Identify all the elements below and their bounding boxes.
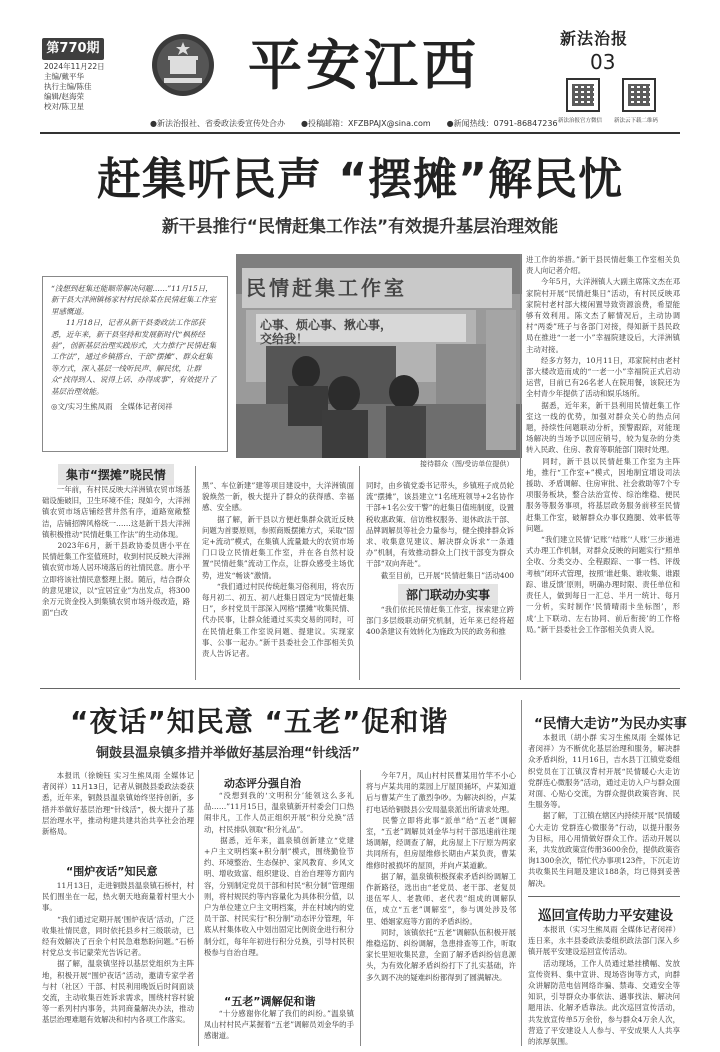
article2-sec1 — [66, 860, 157, 879]
article2-sec2 — [224, 772, 301, 791]
photo-slogan2: 交给我！ — [260, 332, 309, 346]
issue-date: 2024年11月22日 — [44, 62, 105, 71]
photo-caption: 接待群众（图/受访单位提供） — [420, 460, 514, 468]
col-divider — [360, 770, 361, 1046]
masthead-title: 平安江西 — [248, 33, 480, 97]
section-title-market — [58, 464, 174, 485]
editor-chief: 主编/戴平华 — [44, 72, 85, 81]
app-qr-code — [622, 78, 656, 112]
national-emblem-icon — [150, 32, 216, 98]
qr2-caption: 新法云下载二维码 — [614, 118, 659, 124]
article2-byline: 本报讯（徐婉钰 实习生熊凤雨 全媒体记者闵祥）11月13日，记者从铜鼓县委政法委获悉，近年来，铜鼓县温泉镇始终坚持创新，多措并举做好基层治理“针线活”，极大提升了基层治理水平，推动构建共建共治共享社会治理新格局。 — [42, 771, 194, 837]
article1-col3b: “我们依托民情赶集工作室，探索建立跨部门多层级联动研究机制，近年来已经将超400条建议有效转化为施政为民的政务和推 — [366, 605, 514, 637]
article1-col3: 同时，由乡镇党委书记带头，乡镇班子成员轮流“摆摊”，该县建立“1名班班领导+2名协作干部+1名公安干警”的赶集日值班制度，设置税收惠政策、信访维权服务、退休政法干部、品牌调解员等社会力量参与，健全摸排群众诉求、收集意见建议、解决群众诉求“一条通办”机制，有效推动群众上门找干部变为群众干部“双向奔赴”。 截至目前，已开展“民情赶集日”活动400 — [366, 481, 514, 580]
article4-text: 本报讯（实习生熊凤雨 全媒体记者闵祥）连日来，永丰县委政法委组织政法部门深入乡镇开展平安建设巡回宣传活动。 活动现场，工作人员通过悬挂横幅、发放宣传资料、集中宣讲、现场咨询等方式，向群众讲解防范电信网络诈骗、禁毒、交通安全等知识，引导群众办事依法、遇事找法、解决问题用法、化解矛盾靠法。此次巡回宣传活动，共发放宣传单5万余份，参与群众4万余人次，营造了平安建设人人参与、平安成果人人共享的浓厚氛围。 — [528, 925, 680, 1046]
news-photo — [236, 254, 522, 458]
col-divider — [359, 466, 360, 680]
page-number: 03 — [590, 50, 616, 74]
lead-text: “浅想到赶集还能顺带解决问题……”11月15日，新干县大洋洲镇杨家村村民徐某在民情赶集工作室里感慨道。 11月18日，记者从新干县委政法工作部获悉，近年来，新干县坚持和发展新时代“枫桥经验”，创新基层治理实践形式，大力推行“民情赶集工作法”，通过乡镇搭台、干部“摆摊”、群众赶集等方式，深入基层一线听民声、解民忧，让群众“找得到人、说得上话、办得成事”，有效提升了基层治理效能。 — [51, 284, 217, 396]
col-divider — [198, 770, 199, 1046]
article2-sec3-heading: “五老”调解促和谐 — [224, 995, 316, 1008]
article3-title: “民情大走访”为民办实事 — [534, 716, 687, 732]
paper-name: 新法治报 — [560, 29, 629, 48]
issue-number: 第770期 — [42, 38, 104, 60]
article1-col4: 进工作的举措。”新干县民情赶集工作室相关负责人向记者介绍。 今年5月，大洋洲镇人大副主席陈文杰在邓家院村开展“民情赶集日”活动，有村民反映邓家院村老村部大楼闲置导致资源浪费，希望能够有效利用。陈文杰了解情况后，主动协调村“两委”班子与各部门对接，得知新干县民政局在推进“一老一小”幸福院建设后，大洋洲镇主动对接。 经多方努力，10月11日，邓家院村由老村部大楼改造而成的“一老一小”幸福院正式启动运营，目前已有26名老人在院用餐，该院还为全村青少年提供了活动和娱乐场所。 据悉，近年来，新干县利用民情赶集工作室这一线的优势，加强对群众关心的热点问题，持续性问题联动分析，预警跟踪，对能现场解决的当场予以回应销号，较为复杂的分类转入民政、住房、教育等职能部门限时处理。 同时，新干县以民情赶集工作室为主阵地，推行“工作室+”模式，因地制宜增设司法援助、矛盾调解、住房审批、社会救助等7个专项服务板块，整合法治宣传、综治维稳、便民服务等服务事项，将基层政务服务前移至民情赶集工作室，破解群众办事仅跑腿、效率低等问题。 “我们建立民情‘记账’‘结账’‘人账’三步递进式办理工作机制，对群众反映的问题实行“照单全收、分类交办、全程跟踪、一事一档、评级考核”闭环式管理，按照‘谁赶集、谁收集、谁跟踪、谁反馈’原则，明确办理时限、责任单位和责任人，做到每日一汇总、半月一统计、每月一分析，实时制作‘民情晴雨卡坐标图’，形成‘上下联动、左右协同、前后衔接’的工作格局。”新干县委社会工作部相关负责人说。 — [526, 255, 680, 634]
article2-sec1-heading: “围炉夜话”知民意 — [66, 865, 158, 878]
article2-col2: “没想到我的‘文明积分’能领这么多礼品……”11月15日，温泉镇新开村委会门口热闹非凡，工作人员正组织开展“积分兑换”活动，村民排队领取“积分礼品”。 据悉，近年来，温泉镇创新建立“党建+户主文明档案+积分制”模式，围绕勤俭节约、环境整治、生态保护、家风教育、乡风文明、增收致富、组织建设、自治自理等方面内容，分别制定党员干部和村民“积分制”管理细则，将村规民约等内容量化为具体积分值，以户为单位建立户主文明档案，并在村域内的党员干部、村民实行“积分制”动态评分管理，年底从村集体收入中划出固定比例资金进行积分制分红，每年年初进行积分兑换，引导村民积极参与自治自理。 — [204, 791, 354, 957]
article2-sec3 — [224, 990, 315, 1009]
info-bar: ●新法治报社、省委政法委宣传处合办 ●投稿邮箱：XFZBPAJX@sina.com ●新闻热线：0791-86847236 — [150, 119, 558, 128]
article2-sec2-heading: 动态评分强自治 — [224, 777, 301, 790]
wechat-qr-code — [566, 78, 600, 112]
editor: 编辑/赵海荣 — [44, 92, 85, 101]
section1-heading: 集市“摆摊”晓民情 — [58, 464, 174, 485]
exec-editor: 执行主编/陈佳 — [44, 82, 92, 91]
qr1-caption: 新法治报官方微信 — [558, 118, 603, 124]
article1-col1: 一年前，有村民反映大洋洲镇农贸市场基础设施破旧，卫生环境不佳；现如今，大洋洲镇农贸市场店铺经营井然有序，道路宽敞整洁，店铺招牌风格统一……这是新干县大洋洲镇积极推动“民情赶集工作法”的生动体现。 2023年6月，新干县政协委员唐小平在民情赶集工作室值班时，收到村民反映大洋洲镇农贸市场人居环境落后的社情民意。唐小平立即将该社情民意整理上报。随后，结合群众的意见建议，以“宜居宜业”为出发点，将300余万元资金投入到集镇农贸市场升级改造，路面“白改 — [42, 485, 190, 618]
section2-heading: 部门联动办实事 — [398, 584, 498, 605]
article2-col2b: “十分感谢你化解了我们的纠纷。”温泉镇凤山村村民卢某握着“五老”调解员刘金华的手感谢道。 — [204, 1009, 354, 1041]
proofreader: 校对/陈卫星 — [44, 102, 85, 111]
section-rule — [40, 688, 680, 689]
article3-text: 本报讯（胡小群 实习生熊凤雨 全媒体记者闵祥）为不断优化基层治理和服务，解决群众矛盾纠纷，11月16日，吉水县丁江镇党委组织党员在丁江镇汉背村开展“民情暖心大走访 党群连心微服务”活动，通过走访入户与群众面对面、心贴心交流，为群众提供政策咨询、民生服务等。 据了解，丁江镇在辖区内持续开展“民情暖心大走访 党群连心微服务”行动，以提升服务为目标，用心用情做好群众工作。活动开展以来，共发放政策宣传册3600余份，提供政策咨询1300余次，帮忙代办事项123件，下沉走访共收集民生问题及建议188条，均已得到妥善解决。 — [528, 733, 680, 888]
section-title-departments — [398, 584, 498, 605]
article2-title: “夜话”知民意 “五老”促和谐 — [70, 705, 449, 738]
lead-byline: ◎文/实习生熊凤雨 全媒体记者闵祥 — [51, 402, 173, 412]
section-rule — [528, 896, 680, 897]
main-subhead: 新干县推行“民情赶集工作法”有效提升基层治理效能 — [161, 217, 559, 237]
article1-col2: 黑”、车位新建”建等项目建设中，大洋洲镇面貌焕然一新，极大提升了群众的获得感、幸福感、安全感。 据了解，新干县以方便赶集群众就近反映问题为首要原则，参照商贩摆摊方式，采取“固定+流动”模式，在集镇人流量最大的农贸市场门口设立民情赶集工作室，并在各自然村设置“民情赶集”流动工作点，让群众感受主场优势，进发“畅谈”激情。 “我们通过村民传统赶集习俗利用，将农历每月初二、初五、初八赶集日固定为“民情赶集日”，乡村党员干部深入网格“摆摊”收集民情、代办民事，让群众能通过买卖交易的同时，可在民情赶集工作室说问题、提建议。实现家事、公事一起办。”新干县委社会工作部相关负责人告诉记者。 — [202, 481, 354, 659]
main-headline: 赶集听民声 “摆摊”解民忧 — [96, 154, 624, 205]
photo-slogan: 心事、烦心事、揪心事， — [260, 318, 393, 332]
article2-col1: 11月13日，走进铜鼓县温泉镇石桥村，村民们围坐在一起，热火朝天地商量着村里大小事。 “我们通过定期开展‘围炉夜话’活动，广泛收集社情民意，同时依托县乡村三级联动，已经有效解决了百余个村民急难愁盼问题。”石桥村党总支书记蒙荣光告诉记者。 据了解，温泉镇坚持以基层党组织为主阵地，积极开展“围炉夜话”活动，邀请专家学者与村（社区）干部、村民利用晚饭后时间面谈交流，主动收集百姓诉求需求，围绕村容村貌等一系列村内事务，共同商量解决办法，推动基层治理难题有效解决和村内各项工作落实。 — [42, 881, 194, 1025]
col-divider — [521, 700, 522, 1046]
masthead-rule — [40, 132, 680, 134]
article2-subtitle: 铜鼓县温泉镇多措并举做好基层治理“针线活” — [96, 746, 361, 761]
lead-box — [42, 276, 228, 452]
col-divider — [195, 466, 196, 680]
article2-col3: 今年7月，凤山村村民曹某用竹竿不小心将与卢某共用的菜园上厅屋顶捅坏，卢某知道后与曹某产生了激烈争吵。为解决纠纷，卢某打电话给铜鼓县公安局温泉派出所请求处理。 民警立即将此事“派单”给“五老”调解室，“五老”调解员刘金华与村干部迅速前往现场调解，经调查了解，此房屋上下厅原为两家共同所有，但房屋维修长期由卢某负责，曹某维修时被损坏的屋顶，并向卢某道歉。 据了解，温泉镇积极探索矛盾纠纷调解工作新路径，选出由“老党员、老干部、老复员退伍军人、老教师、老代表”组成的调解队伍，成立“五老”调解室”，参与调处涉及邻里、婚姻家庭等方面的矛盾纠纷。 同时，该镇依托“五老”调解队伍积极开展维稳巡防、纠纷调解，急患排查等工作，听取家长里短收集民意，全面了解矛盾纠纷信息源头，为有效化解矛盾纠纷打下了扎实基础，许多久调不决的疑难纠纷都得到了圆满解决。 — [366, 771, 516, 982]
col-divider — [520, 254, 521, 680]
article4-title: 巡回宣传助力平安建设 — [538, 908, 673, 924]
photo-sign: 民情赶集工作室 — [246, 276, 407, 300]
